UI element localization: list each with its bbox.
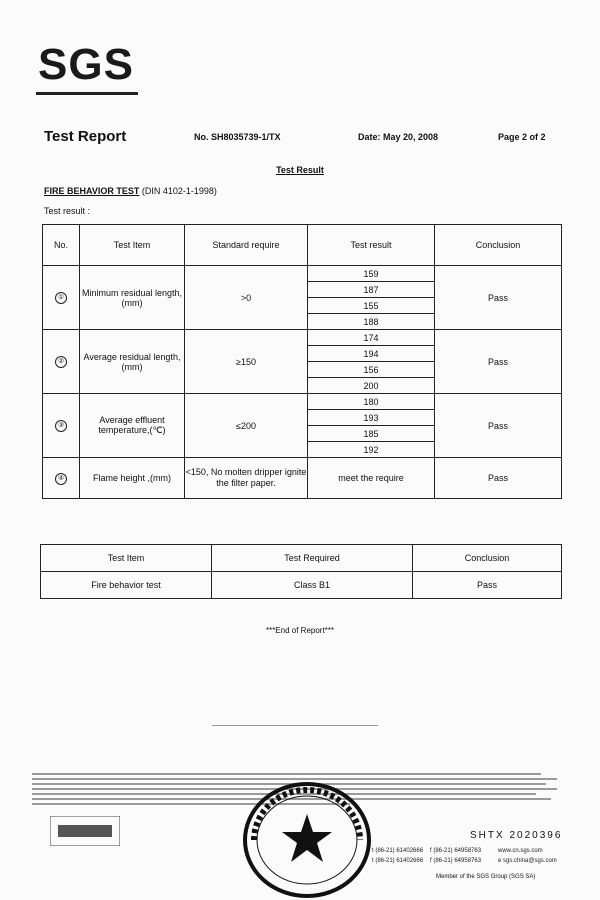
col-header-item: Test Item <box>80 225 185 266</box>
test-result-label: Test result : <box>44 206 91 216</box>
result-value: 194 <box>308 346 435 362</box>
fax-2: f (86-21) 64958763 <box>430 858 482 864</box>
col-header-standard: Standard require <box>185 225 308 266</box>
table-row <box>43 458 562 499</box>
row-number-mark: ④ <box>55 473 67 485</box>
phone-1: t (86-21) 61402666 <box>372 848 424 854</box>
row-number <box>43 458 80 499</box>
result-value: 159 <box>308 266 435 282</box>
results-table <box>42 224 562 499</box>
conclusion: Pass <box>435 394 562 458</box>
result-value: 200 <box>308 378 435 394</box>
conclusion: Pass <box>435 330 562 394</box>
test-name-line <box>44 186 217 196</box>
test-standard: (DIN 4102-1-1998) <box>139 186 217 196</box>
table-row <box>43 394 562 410</box>
small-sgs-logo <box>50 816 120 846</box>
row-number-mark: ③ <box>55 420 67 432</box>
result-value: 185 <box>308 426 435 442</box>
summary-conclusion: Pass <box>413 572 562 599</box>
serial-number: SHTX 2020396 <box>470 830 563 841</box>
phone-2: t (86-21) 61402666 <box>372 858 424 864</box>
summary-test-required: Class B1 <box>212 572 413 599</box>
row-number <box>43 330 80 394</box>
standard-require: ≤200 <box>185 394 308 458</box>
fax-1: f (86-21) 64958763 <box>430 848 482 854</box>
result-value: 174 <box>308 330 435 346</box>
report-title: Test Report <box>44 128 127 145</box>
report-date: Date: May 20, 2008 <box>358 132 439 142</box>
summary-col-item: Test Item <box>41 545 212 572</box>
test-name: FIRE BEHAVIOR TEST <box>44 186 140 196</box>
standard-require: <150, No molten dripper ignite the filter paper. <box>185 458 308 499</box>
col-header-no: No. <box>43 225 80 266</box>
logo-underline <box>36 92 138 95</box>
summary-test-item: Fire behavior test <box>41 572 212 599</box>
company-stamp <box>232 780 382 900</box>
section-title: Test Result <box>276 165 324 175</box>
summary-col-conclusion: Conclusion <box>413 545 562 572</box>
member-note: Member of the SGS Group (SGS SA) <box>436 874 536 880</box>
col-header-result: Test result <box>308 225 435 266</box>
result-value: meet the require <box>308 458 435 499</box>
result-value: 193 <box>308 410 435 426</box>
table-row <box>41 572 562 599</box>
test-item: Average effluent temperature,(℃) <box>80 394 185 458</box>
test-item: Average residual length,(mm) <box>80 330 185 394</box>
summary-header-row <box>41 545 562 572</box>
summary-col-required: Test Required <box>212 545 413 572</box>
test-item: Flame height ,(mm) <box>80 458 185 499</box>
signature-line <box>212 725 378 726</box>
email: e sgs.china@sgs.com <box>498 858 557 864</box>
website: www.cn.sgs.com <box>498 848 543 854</box>
conclusion: Pass <box>435 266 562 330</box>
table-row <box>43 266 562 282</box>
page-number: Page 2 of 2 <box>498 132 546 142</box>
result-value: 180 <box>308 394 435 410</box>
standard-require: >0 <box>185 266 308 330</box>
report-number: No. SH8035739-1/TX <box>194 132 281 142</box>
row-number-mark: ① <box>55 292 67 304</box>
result-value: 188 <box>308 314 435 330</box>
table-row <box>43 330 562 346</box>
result-value: 155 <box>308 298 435 314</box>
standard-require: ≥150 <box>185 330 308 394</box>
row-number <box>43 266 80 330</box>
result-value: 156 <box>308 362 435 378</box>
end-of-report: ***End of Report*** <box>265 626 335 635</box>
result-value: 187 <box>308 282 435 298</box>
sgs-logo: SGS <box>38 40 134 89</box>
results-header-row <box>43 225 562 266</box>
result-value: 192 <box>308 442 435 458</box>
row-number-mark: ② <box>55 356 67 368</box>
col-header-conclusion: Conclusion <box>435 225 562 266</box>
conclusion: Pass <box>435 458 562 499</box>
summary-table <box>40 544 562 599</box>
row-number <box>43 394 80 458</box>
test-item: Minimum residual length,(mm) <box>80 266 185 330</box>
